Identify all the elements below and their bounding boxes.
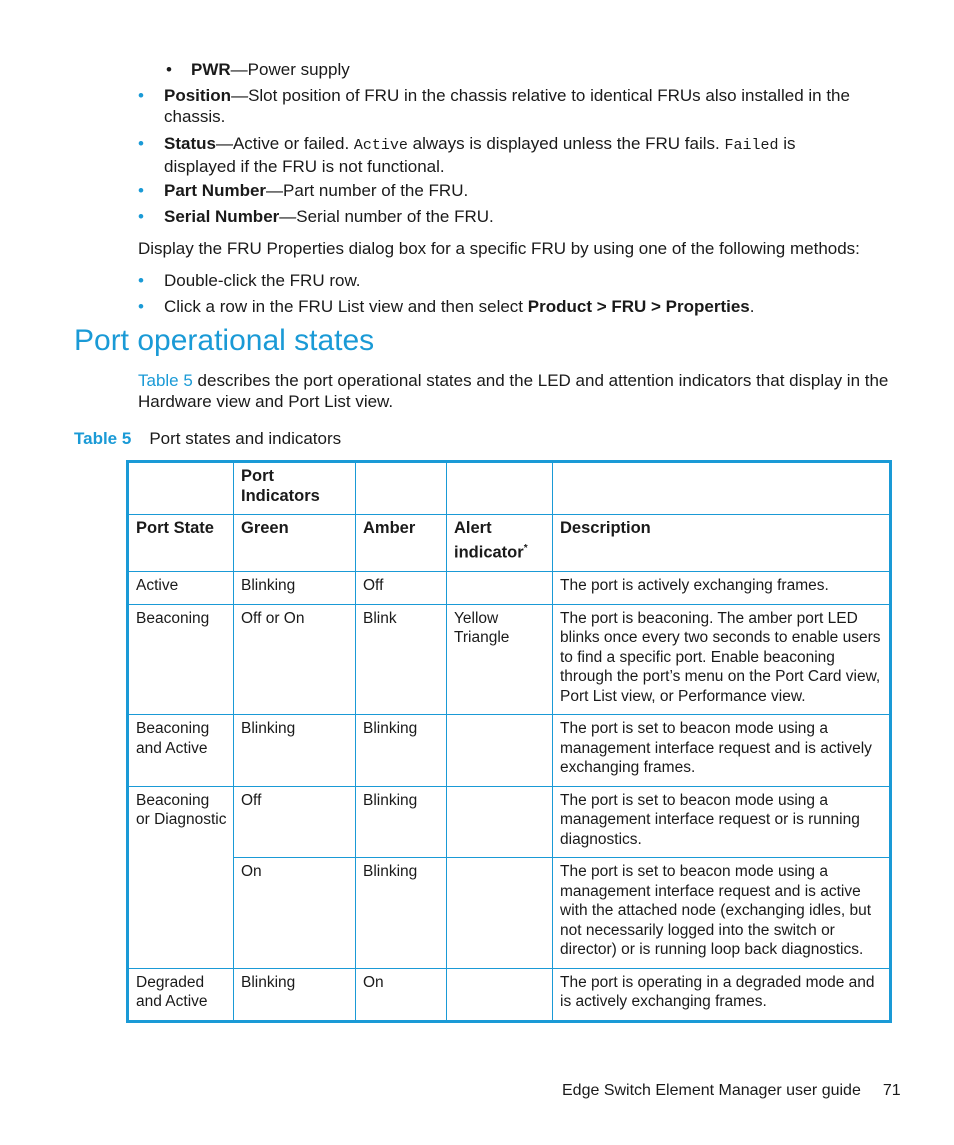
cell-green: Off (234, 786, 356, 858)
cell-description: The port is set to beacon mode using a management interface request and is actively exchanging frames. (553, 715, 891, 787)
cell-description: The port is set to beacon mode using a management interface request or is running diagnostics. (553, 786, 891, 858)
status-text: —Active or failed. (215, 134, 354, 153)
term-status: Status (164, 134, 216, 153)
section-description-text: describes the port operational states and the LED and attention indicators that display in the Hardware view and Port List view. (138, 371, 889, 411)
cell-alert (447, 968, 553, 1021)
cell-description: The port is actively exchanging frames. (553, 572, 891, 605)
method-2-end: . (749, 297, 755, 316)
cell-green: Blinking (234, 572, 356, 605)
desc-serial-number: —Serial number of the FRU. (279, 207, 494, 226)
method-1-text: Double-click the FRU row. (164, 271, 361, 290)
cell-amber: Blink (356, 604, 447, 715)
header-empty (128, 462, 234, 515)
section-description (138, 370, 898, 412)
cell-state: Degraded and Active (128, 968, 234, 1021)
method-1 (138, 270, 361, 291)
cell-state: Beaconing or Diagnostic (128, 786, 234, 968)
bullet-position (138, 85, 858, 127)
cell-alert (447, 786, 553, 858)
cell-description: The port is operating in a degraded mode and is actively exchanging frames. (553, 968, 891, 1021)
cell-state: Beaconing (128, 604, 234, 715)
header-amber: Amber (356, 515, 447, 572)
table-row (128, 858, 891, 969)
cell-green: Blinking (234, 715, 356, 787)
term-serial-number: Serial Number (164, 207, 280, 226)
cell-amber: Blinking (356, 786, 447, 858)
table-row (128, 572, 891, 605)
bullet-dot: • (138, 297, 144, 316)
footer-title: Edge Switch Element Manager user guide (562, 1082, 861, 1099)
table-header-row (128, 515, 891, 572)
header-port-indicators: Port Indicators (234, 462, 356, 515)
cell-description: The port is set to beacon mode using a management interface request and is active with the attached node (exchanging idles, but not necessarily logged into the switch or director) or is running loop back diagnostics. (553, 858, 891, 969)
display-paragraph: Display the FRU Properties dialog box for a specific FRU by using one of the following methods: (138, 239, 860, 258)
method-2-text: Click a row in the FRU List view and then select (164, 297, 528, 316)
term-position: Position (164, 86, 232, 105)
table-row (128, 715, 891, 787)
status-text: always is displayed unless the FRU fails. (407, 134, 725, 153)
cell-green: Off or On (234, 604, 356, 715)
bullet-dot: • (138, 86, 144, 105)
method-2 (138, 296, 755, 317)
cell-amber: Blinking (356, 858, 447, 969)
cell-alert (447, 858, 553, 969)
status-text: is displayed if the FRU is not functional. (164, 134, 796, 176)
page-number: 71 (882, 1082, 901, 1099)
bullet-pwr (166, 59, 350, 80)
header-alert-text: Alert indicator (454, 519, 524, 561)
header-green: Green (234, 515, 356, 572)
caption-text: Port states and indicators (149, 429, 342, 448)
bullet-serial-number (138, 206, 494, 227)
cell-alert: Yellow Triangle (447, 604, 553, 715)
table-row (128, 968, 891, 1021)
cell-amber: On (356, 968, 447, 1021)
header-port-state: Port State (128, 515, 234, 572)
desc-part-number: —Part number of the FRU. (266, 181, 469, 200)
table-caption (74, 428, 341, 449)
bullet-dot: • (138, 271, 144, 290)
cell-amber: Off (356, 572, 447, 605)
code-failed: Failed (724, 137, 779, 154)
cell-amber: Blinking (356, 715, 447, 787)
table-row (128, 604, 891, 715)
header-empty (447, 462, 553, 515)
cell-state: Active (128, 572, 234, 605)
table-row (128, 786, 891, 858)
bullet-dot: • (166, 60, 172, 79)
desc-pwr: —Power supply (230, 60, 350, 79)
table-header-row (128, 462, 891, 515)
bullet-dot: • (138, 134, 144, 153)
menu-path: Product > FRU > Properties (527, 297, 750, 316)
caption-label: Table 5 (74, 429, 132, 448)
bullet-part-number (138, 180, 468, 201)
header-alert-indicator (447, 515, 553, 572)
cell-green: Blinking (234, 968, 356, 1021)
bullet-status (138, 133, 858, 177)
term-part-number: Part Number (164, 181, 267, 200)
bullet-dot: • (138, 207, 144, 226)
code-active: Active (353, 137, 408, 154)
desc-position: —Slot position of FRU in the chassis relative to identical FRUs also installed in the chassis. (164, 86, 850, 126)
footnote-mark: * (523, 542, 528, 554)
footer (562, 1082, 901, 1100)
header-empty (553, 462, 891, 515)
section-title: Port operational states (74, 324, 375, 357)
cell-state: Beaconing and Active (128, 715, 234, 787)
cell-alert (447, 572, 553, 605)
port-states-table (126, 460, 892, 1023)
header-empty (356, 462, 447, 515)
header-description: Description (553, 515, 891, 572)
term-pwr: PWR (191, 60, 231, 79)
cell-green: On (234, 858, 356, 969)
cell-alert (447, 715, 553, 787)
table-link[interactable]: Table 5 (138, 371, 193, 390)
bullet-dot: • (138, 181, 144, 200)
cell-description: The port is beaconing. The amber port LED blinks once every two seconds to enable users to find a specific port. Enable beaconing through the port’s menu on the Port Card view, Port List view, or Performance view. (553, 604, 891, 715)
